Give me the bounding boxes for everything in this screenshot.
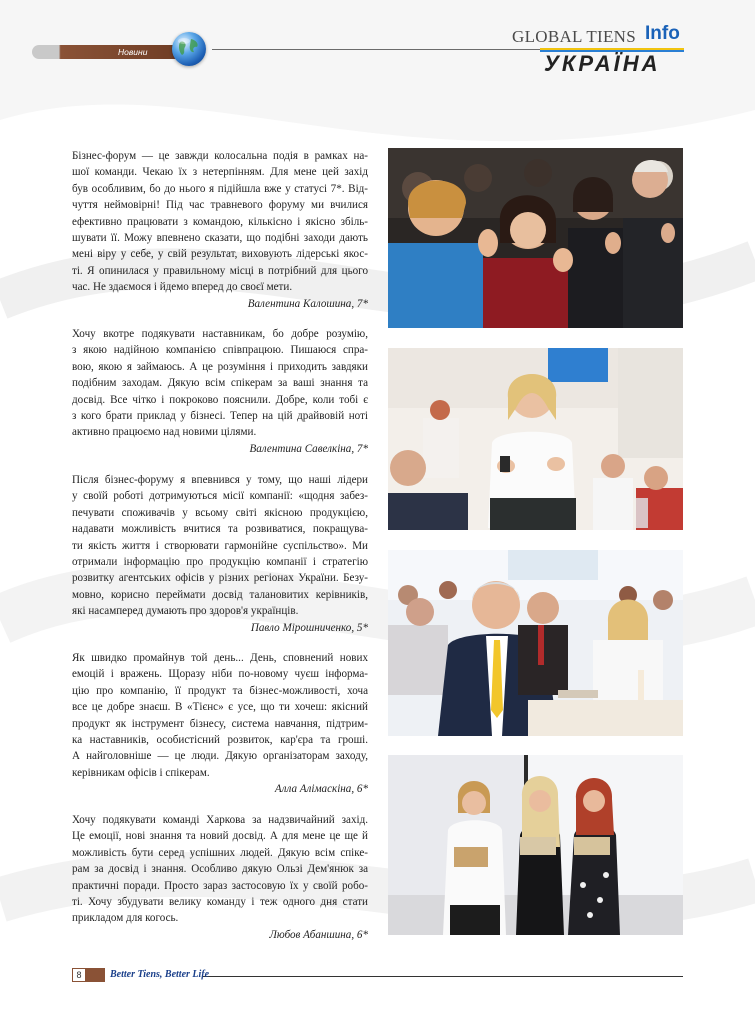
text-line: з якою надійною компанією співпрацюю. Пишаюся спра- [72, 344, 368, 357]
text-line: А найголовніше — це люди. Дякую організаторам заходу, [72, 750, 368, 763]
testimonial-author: Алла Алімаскіна, 6* [274, 783, 368, 796]
text-line: мовно, корисно переймати досвід талановитих керівників, [72, 588, 368, 601]
text-line: ті. Хочу збудувати велику команду і теж одного дня стати [72, 896, 368, 909]
text-line: продукт як інструмент бізнесу, система навчання, підтрим- [72, 717, 368, 730]
text-line: практичні поради. Просто зараз застосовую їх у своїй робо- [72, 879, 368, 892]
text-line: Бізнес-форум — це завжди колосальна подія в рамках на- [72, 150, 368, 162]
testimonial-author: Любов Абаншина, 6* [269, 928, 368, 941]
text-line: ка наставників, особистісний розвиток, кар'єра та гроші. [72, 734, 368, 747]
footer-slogan: Better Tiens, Better Life [110, 969, 210, 980]
testimonial-author: Валентина Савелкіна, 7* [249, 442, 368, 455]
globe-icon [172, 32, 206, 66]
brand-info-label: Info [645, 23, 680, 44]
text-line: керівникам офісів і спікерам. [72, 766, 210, 779]
text-line: з кого брати приклад у бізнесі. Тепер на цій драйвовій ноті [72, 410, 368, 423]
text-line: ті. Я опинилася у правильному місці в потрібний для цього [72, 264, 368, 277]
text-line: ефективно працювати з командою, кількісно і якісно збіль- [72, 215, 368, 228]
text-line: був особливим, бо до нього я підійшла вже у статусі 7*. Від- [72, 182, 368, 195]
testimonial [72, 472, 368, 636]
testimonial [72, 326, 368, 457]
testimonial-author: Валентина Калошина, 7* [247, 297, 368, 310]
text-line: шої команди. Чекаю їх з нетерпінням. Для мене цей захід [72, 166, 368, 179]
page-number: 8 [72, 968, 86, 982]
footer-accent-bar [85, 968, 105, 982]
text-line: досвід. Все чітко і покроково пояснили. Добре, коли тобі є [72, 393, 368, 406]
brand-logo-text [512, 26, 636, 48]
text-line: чуття неймовірні! Під час травневого форуму ми вчилися [72, 199, 368, 212]
text-line: отримали інформацію про продукцію компанії і стратегію [72, 556, 368, 569]
brand-name: GLOBAL TIENS [512, 27, 637, 46]
text-line: рам за досвід і знання. Особливо дякую Ользі Дем'янюк за [72, 863, 368, 876]
text-line: прикладом для когось. [72, 912, 179, 925]
text-line: активно працюємо над новими цілями. [72, 426, 257, 439]
text-line: Це емоції, нові знання та новий досвід. А для мене це ще й [72, 830, 368, 843]
text-line: Після бізнес-форуму я впевнився у тому, що наші лідери [72, 474, 368, 486]
testimonial-text [72, 812, 368, 927]
text-line: цію про компанію, її продукт та бізнес-можливості, хоча [72, 684, 368, 697]
testimonial [72, 148, 368, 312]
text-line: час. Не здаємося і йдемо вперед до своєї мети. [72, 281, 293, 294]
text-line: все це добре знаєш. В «Тієнс» є усе, що ти хочеш: якісний [72, 701, 368, 714]
photo-woman-white-blouse [388, 348, 683, 530]
section-title: Новини [118, 47, 148, 57]
text-line: подібним заходам. Дякую всім спікерам за ваші знання та [72, 377, 368, 390]
text-line: які насамперед думають про здоров'я українців. [72, 605, 299, 618]
text-line: печувати споживачів у всьому світі якісною продукцією, [72, 506, 368, 519]
brand-country: УКРАЇНА [544, 51, 661, 76]
text-line: мені віру у себе, у свій результат, виховують лідерські якос- [72, 248, 368, 261]
testimonial-text [72, 650, 368, 781]
testimonial-author: Павло Мірошниченко, 5* [250, 621, 368, 634]
text-line: у своїй роботі дотримуються місії компанії: «щодня забез- [72, 490, 368, 503]
testimonial-text [72, 148, 368, 296]
text-line: можливість бути серед успішних людей. Дякую всім спіке- [72, 846, 368, 859]
testimonial [72, 812, 368, 943]
text-line: емоцій і вражень. Щоразу ніби по-новому чуєш інформа- [72, 668, 368, 681]
testimonial [72, 650, 368, 798]
text-line: Хочу вкотре подякувати наставникам, бо добре розумію, [72, 328, 368, 340]
photo-awarded-women [388, 755, 683, 935]
header-rule [212, 49, 542, 50]
text-line: вою, якою я займаюсь. А це розуміння і приходить завдяки [72, 360, 368, 373]
text-line: ти якість життя і створювати гармонійне суспільство». Ми [72, 539, 368, 552]
text-line: надавати можливість вчитися та розвиватися, покращува- [72, 523, 368, 536]
testimonial-text [72, 326, 368, 441]
footer-rule [203, 976, 683, 977]
text-line: розвитку агентських офісів у різних регіонах України. Безу- [72, 572, 368, 585]
text-line: Хочу подякувати команді Харкова за надзвичайний захід. [72, 814, 368, 826]
text-line: шувати її. Можу впевнено сказати, що подібні заходи дають [72, 232, 368, 245]
photo-man-in-suit [388, 550, 683, 736]
photo-applauding-audience [388, 148, 683, 328]
text-line: Як швидко промайнув той день... День, сповнений нових [72, 652, 368, 664]
testimonial-text [72, 472, 368, 620]
